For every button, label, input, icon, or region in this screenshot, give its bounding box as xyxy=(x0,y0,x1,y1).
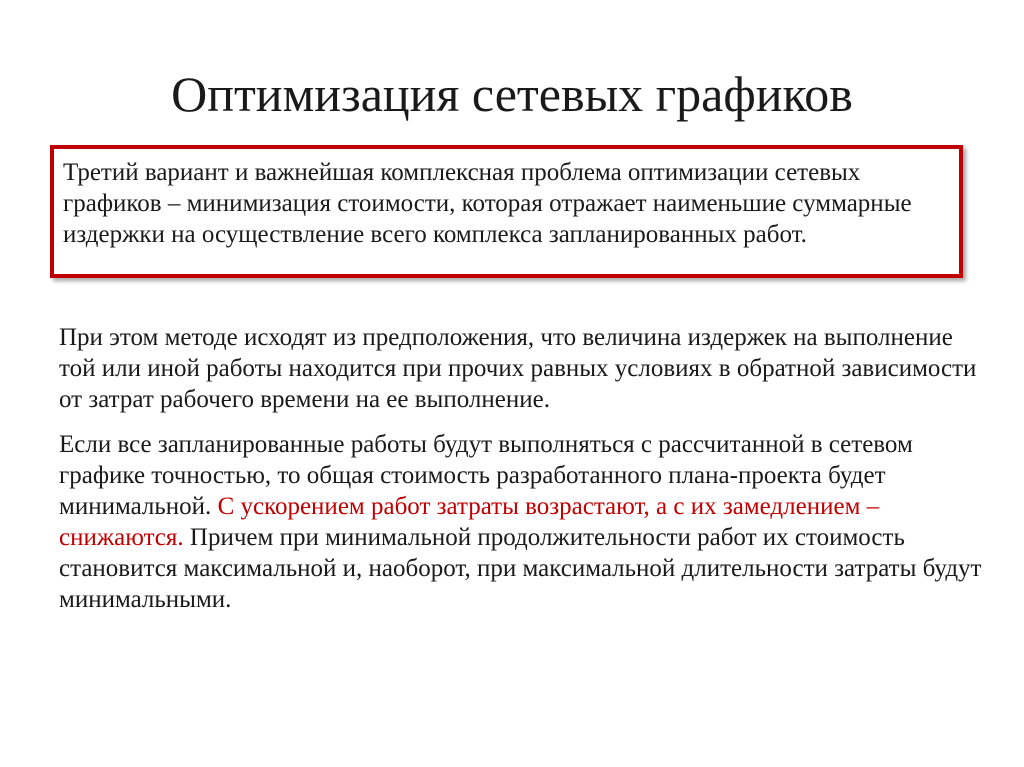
paragraph2-end: Причем при минимальной продолжительности работ их стоимость становится максимальной и, наоборот, при максимальной длительности затраты будут минимальными. xyxy=(59,524,982,613)
paragraph2-start: Если все запланированные работы будут выполняться с рассчитанной в сетевом графике точностью, то общая стоимость разработанного плана-проекта будет минимальной. xyxy=(59,431,913,520)
callout-text: Третий вариант и важнейшая комплексная проблема оптимизации сетевых графиков – минимизация стоимости, которая отражает наименьшие суммарные издержки на осуществление всего комплекса запланированных работ. xyxy=(63,159,912,248)
paragraph2-highlight: С ускорением работ затраты возрастают, а с их замедлением – снижаются. xyxy=(59,493,880,551)
body-text xyxy=(59,322,989,629)
paragraph-method-assumption: При этом методе исходят из предположения, что величина издержек на выполнение той или иной работы находится при прочих равных условиях в обратной зависимости от затрат рабочего времени на ее выполнение. xyxy=(59,324,977,413)
paragraph-cost-conclusion xyxy=(59,429,989,615)
highlighted-callout-box xyxy=(50,145,963,278)
slide-title: Оптимизация сетевых графиков xyxy=(171,66,853,122)
